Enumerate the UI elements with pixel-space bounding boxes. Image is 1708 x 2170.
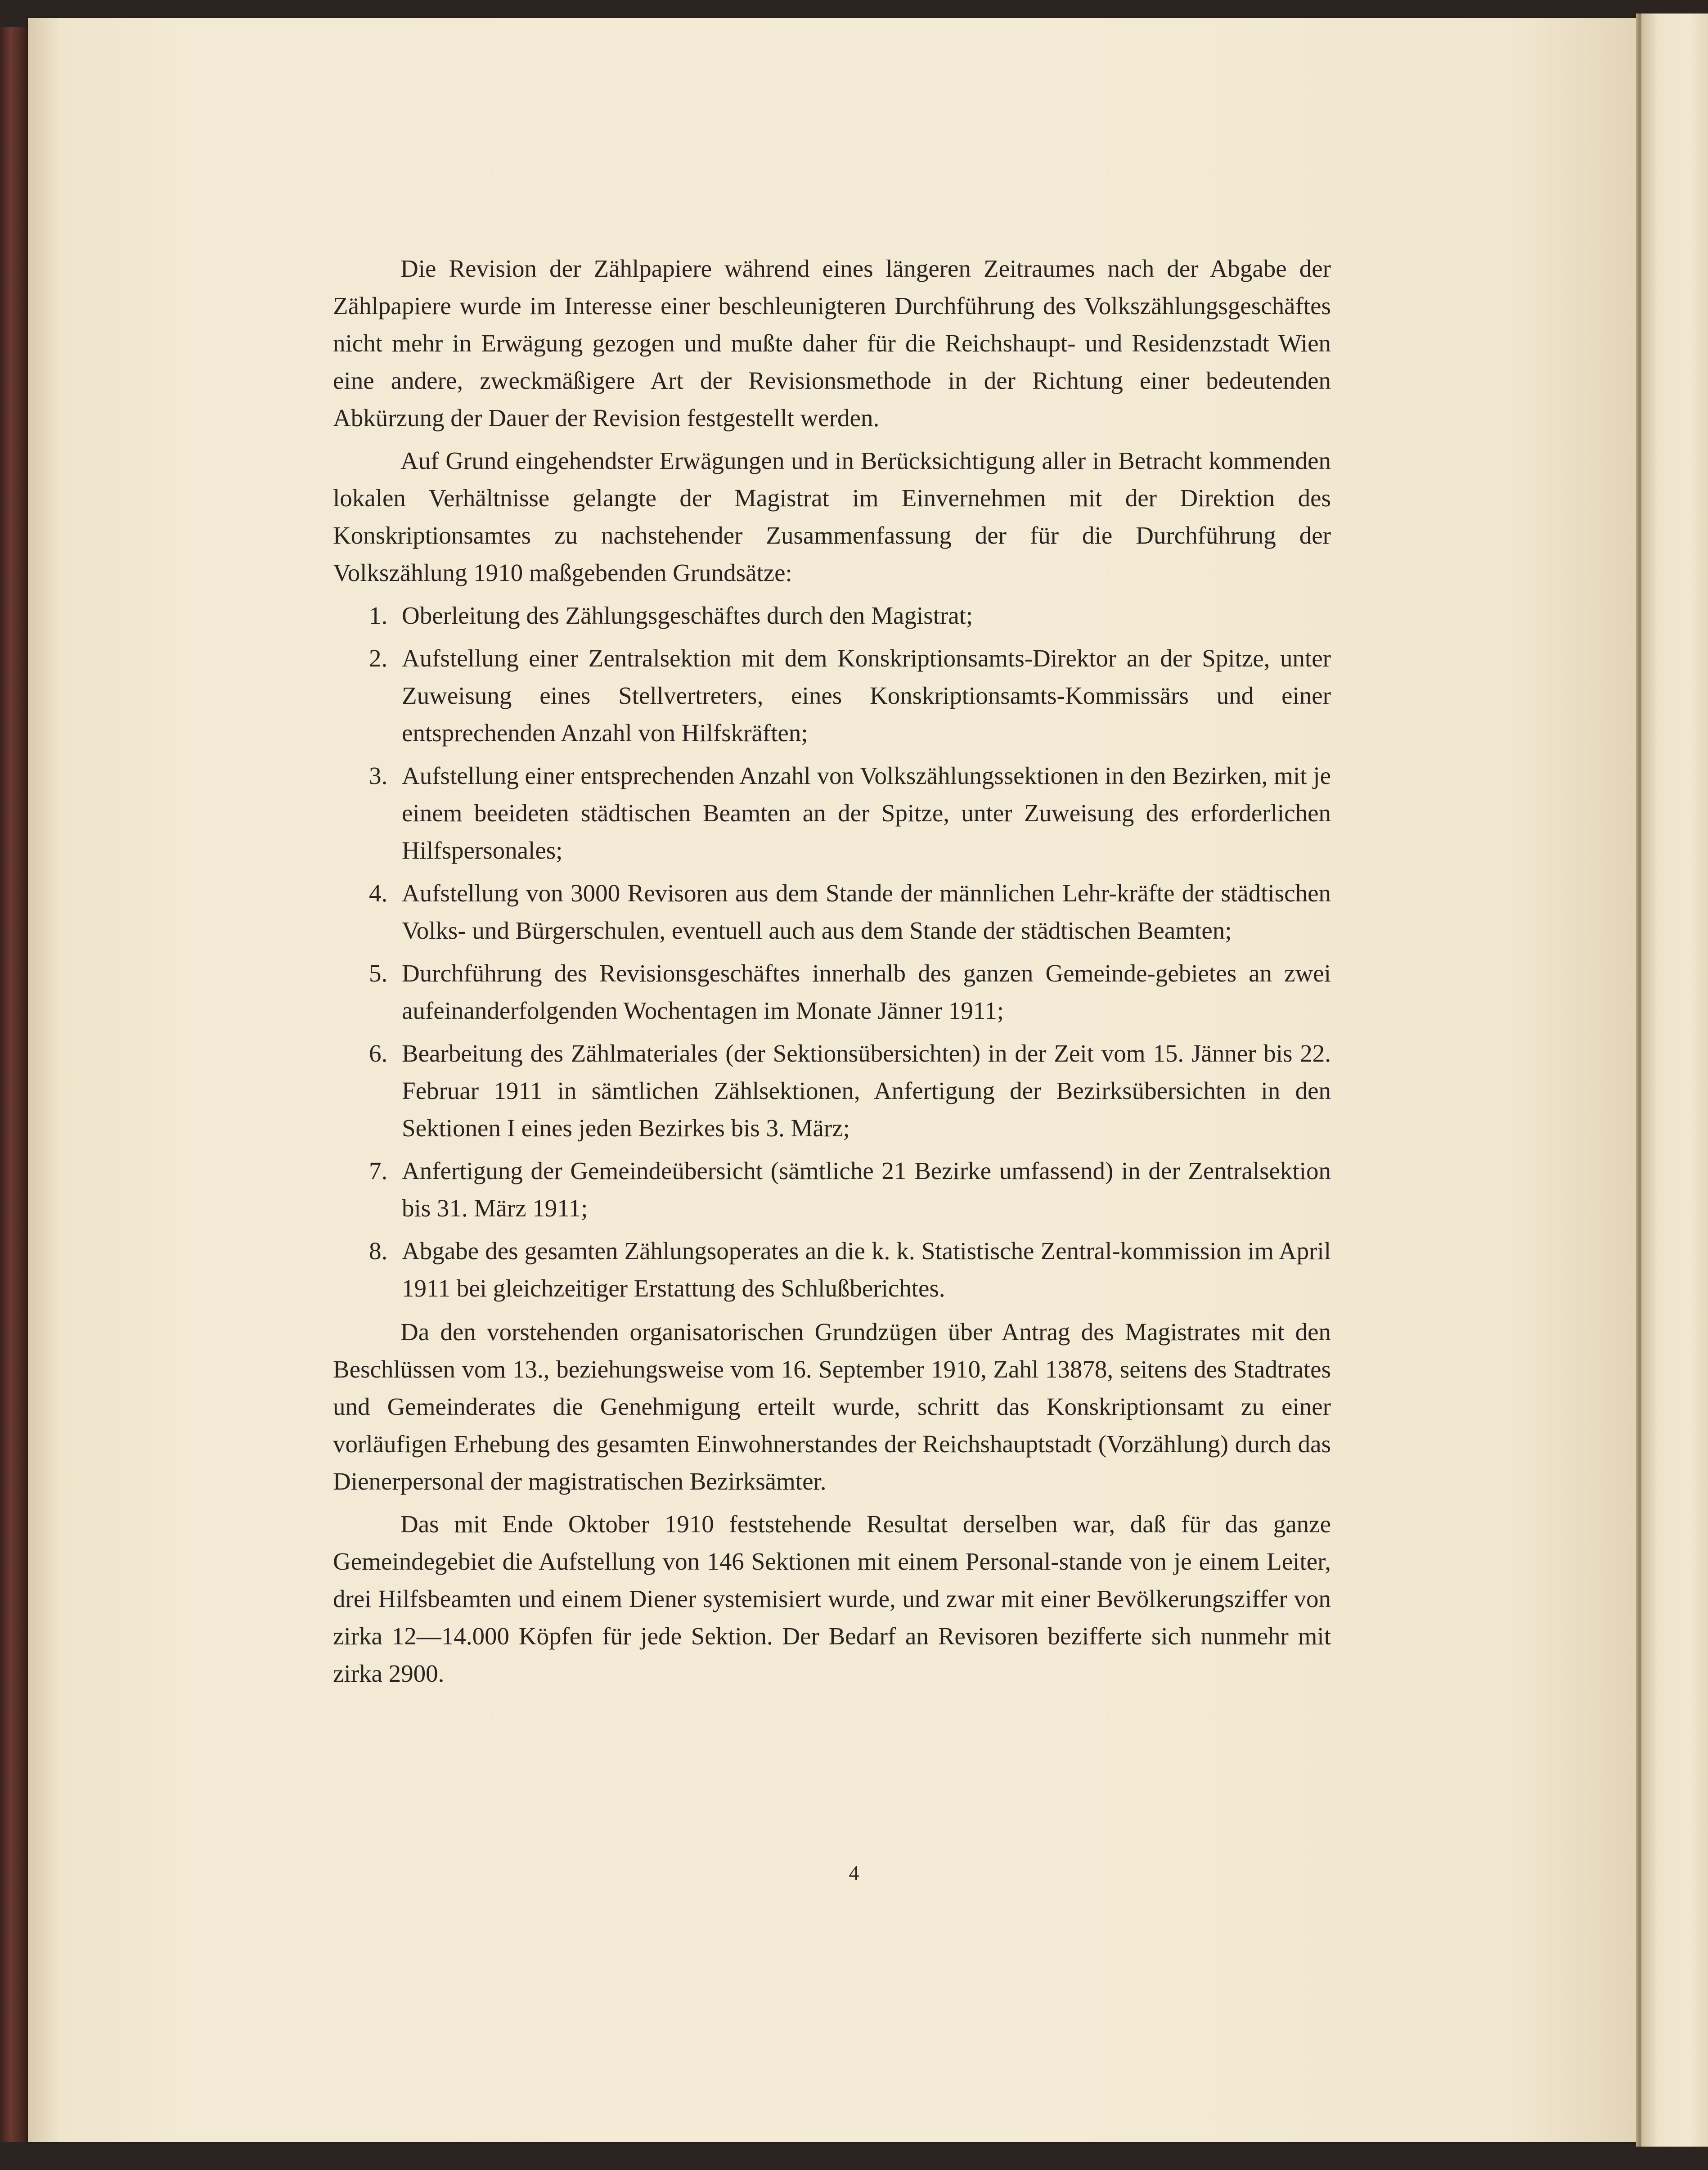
paragraph-3: Da den vorstehenden organisatorischen Grundzügen über Antrag des Magistrates mit den Beschlüssen vom 13., beziehungsweise vom 16. September 1910, Zahl 13878, seitens des Stadtrates und Gemeinderates die Genehmigung erteilt wurde, schritt das Konskriptionsamt zu einer vorläufigen Erhebung des gesamten Einwohnerstandes der Reichshauptstadt (Vorzählung) durch das Dienerpersonal der magistratischen Bezirksämter. xyxy=(333,1318,1331,1495)
principles-list xyxy=(333,597,1331,1307)
list-number: 7. xyxy=(369,1157,388,1184)
next-page-edge xyxy=(1641,14,1708,2147)
list-text: Anfertigung der Gemeindeübersicht (sämtliche 21 Bezirke umfassend) in der Zentralsektion bis 31. März 1911; xyxy=(402,1157,1331,1222)
list-text: Abgabe des gesamten Zählungsoperates an die k. k. Statistische Zentral-kommission im April 1911 bei gleichzeitiger Erstattung des Schlußberichtes. xyxy=(402,1237,1331,1302)
paragraph-4: Das mit Ende Oktober 1910 feststehende Resultat derselben war, daß für das ganze Gemeindegebiet die Aufstellung von 146 Sektionen mit einem Personal-stande von je einem Leiter, drei Hilfsbeamten und einem Diener systemisiert wurde, und zwar mit einer Bevölkerungsziffer von zirka 12—14.000 Köpfen für jede Sektion. Der Bedarf an Revisoren bezifferte sich nunmehr mit zirka 2900. xyxy=(333,1510,1331,1687)
list-text: Bearbeitung des Zählmateriales (der Sektionsübersichten) in der Zeit vom 15. Jänner bis 22. Februar 1911 in sämtlichen Zählsektionen, Anfertigung der Bezirksübersichten in den Sektionen I eines jeden Bezirkes bis 3. März; xyxy=(402,1040,1331,1142)
page-number: 4 xyxy=(849,1861,859,1884)
list-item xyxy=(333,639,1331,752)
list-text: Aufstellung einer Zentralsektion mit dem Konskriptionsamts-Direktor an der Spitze, unter Zuweisung eines Stellvertreters, eines Konskriptionsamts-Kommissärs und einer entsprechenden Anzahl von Hilfskräften; xyxy=(402,644,1331,747)
paragraph-1: Die Revision der Zählpapiere während eines längeren Zeitraumes nach der Abgabe der Zählpapiere wurde im Interesse einer beschleunigteren Durchführung des Volkszählungsgeschäftes nicht mehr in Erwägung gezogen und mußte daher für die Reichshaupt- und Residenzstadt Wien eine andere, zweckmäßigere Art der Revisionsmethode in der Richtung einer bedeutenden Abkürzung der Dauer der Revision festgestellt werden. xyxy=(333,255,1331,432)
list-number: 2. xyxy=(369,644,388,672)
list-text: Aufstellung einer entsprechenden Anzahl von Volkszählungssektionen in den Bezirken, mit je einem beeideten städtischen Beamten an der Spitze, unter Zuweisung des erforderlichen Hilfspersonales; xyxy=(402,762,1331,864)
list-item xyxy=(333,1232,1331,1307)
list-number: 3. xyxy=(369,762,388,789)
list-number: 5. xyxy=(369,959,388,987)
body-text xyxy=(333,250,1331,1697)
list-item xyxy=(333,1152,1331,1227)
list-item xyxy=(333,874,1331,949)
list-item xyxy=(333,757,1331,869)
list-text: Oberleitung des Zählungsgeschäftes durch den Magistrat; xyxy=(402,602,973,629)
list-number: 1. xyxy=(369,602,388,629)
list-number: 6. xyxy=(369,1040,388,1067)
list-number: 4. xyxy=(369,879,388,907)
list-item xyxy=(333,954,1331,1029)
list-text: Durchführung des Revisionsgeschäftes innerhalb des ganzen Gemeinde-gebietes an zwei aufeinanderfolgenden Wochentagen im Monate Jänner 1911; xyxy=(402,959,1331,1024)
list-item xyxy=(333,1035,1331,1147)
list-item xyxy=(333,597,1331,634)
book-binding xyxy=(0,27,31,2142)
paragraph-2: Auf Grund eingehendster Erwägungen und in Berücksichtigung aller in Betracht kommenden lokalen Verhältnisse gelangte der Magistrat im Einvernehmen mit der Direktion des Konskriptionsamtes zu nachstehender Zusammenfassung der für die Durchführung der Volkszählung 1910 maßgebenden Grundsätze: xyxy=(333,447,1331,586)
list-number: 8. xyxy=(369,1237,388,1265)
list-text: Aufstellung von 3000 Revisoren aus dem Stande der männlichen Lehr-kräfte der städtischen Volks- und Bürgerschulen, eventuell auch aus dem Stande der städtischen Beamten; xyxy=(402,879,1331,944)
